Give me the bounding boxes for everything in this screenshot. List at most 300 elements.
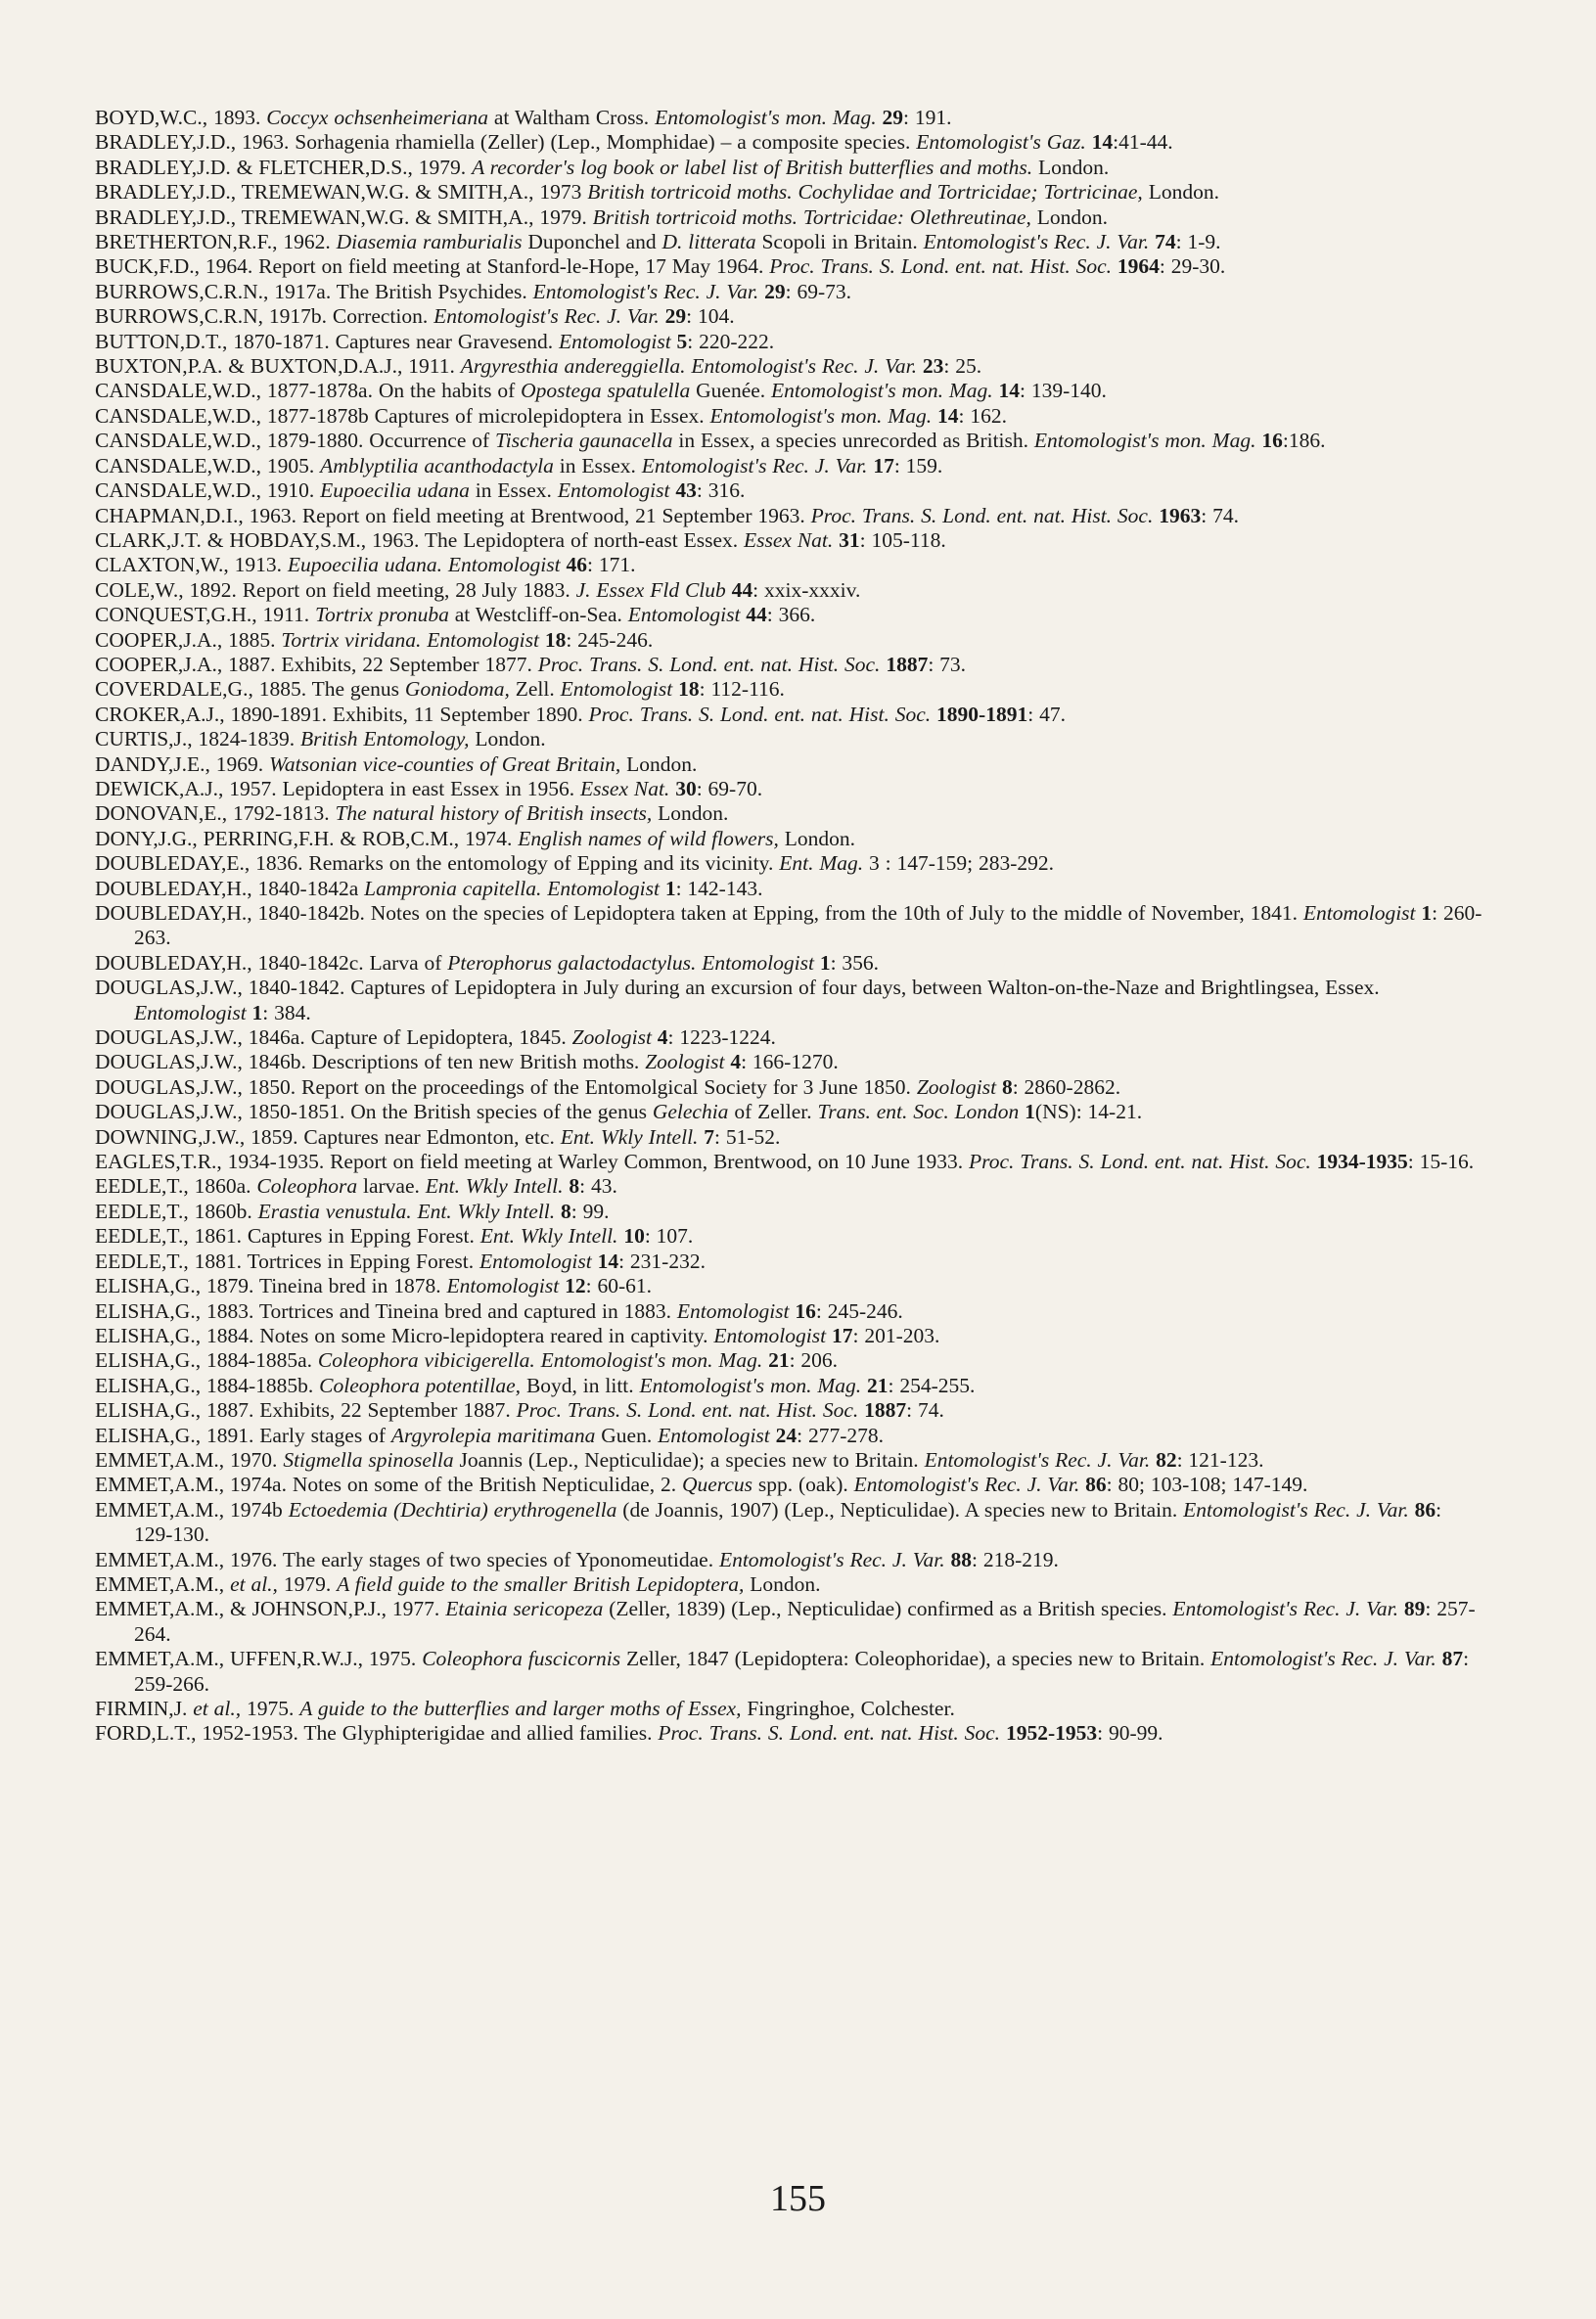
reference-text-segment: (Zeller, 1839) (Lep., Nepticulidae) confirmed as a British species.: [603, 1597, 1173, 1621]
reference-text-segment: 14: [936, 403, 959, 428]
reference-text-segment: : 356.: [830, 950, 880, 975]
reference-text-segment: : 112-116.: [699, 677, 785, 702]
reference-text-segment: 1964: [1117, 254, 1160, 279]
reference-text-segment: ELISHA,G., 1883. Tortrices and Tineina bred and captured in 1883.: [95, 1298, 677, 1323]
reference-text-segment: DOUBLEDAY,E., 1836. Remarks on the entomology of Epping and its vicinity.: [95, 851, 780, 876]
reference-text-segment: Argyresthia andereggiella. Entomologist's Rec. J. Var.: [460, 354, 923, 379]
reference-entry: [95, 478, 1484, 503]
reference-text-segment: Entomologist's Rec. J. Var.: [433, 304, 665, 329]
reference-text-segment: : 162.: [958, 403, 1007, 428]
reference-entry: [95, 1050, 1484, 1074]
reference-text-segment: 21: [768, 1348, 790, 1373]
reference-entry: [95, 504, 1484, 528]
reference-text-segment: Boyd, in litt.: [521, 1373, 640, 1397]
reference-text-segment: 1887: [886, 652, 929, 676]
reference-text-segment: DOUGLAS,J.W., 1850-1851. On the British species of the genus: [95, 1100, 653, 1124]
reference-text-segment: Entomologist: [446, 1274, 566, 1298]
reference-text-segment: 7: [704, 1124, 715, 1149]
reference-text-segment: 29: [664, 304, 687, 329]
reference-text-segment: Coleophora: [256, 1174, 358, 1199]
reference-text-segment: 86: [1414, 1497, 1436, 1522]
reference-text-segment: : xxix-xxxiv.: [752, 577, 861, 602]
reference-text-segment: CANSDALE,W.D., 1877-1878b Captures of microlepidoptera in Essex.: [95, 403, 710, 428]
reference-entry: [95, 254, 1484, 279]
reference-text-segment: : 80; 103-108; 147-149.: [1106, 1473, 1308, 1497]
page-number: 155: [770, 2178, 826, 2219]
reference-text-segment: A guide to the butterflies and larger moths of Essex,: [299, 1697, 742, 1720]
reference-text-segment: 4: [730, 1050, 742, 1074]
reference-text-segment: 12: [565, 1274, 586, 1298]
reference-entry: [95, 1597, 1484, 1647]
reference-text-segment: BRADLEY,J.D., 1963. Sorhagenia rhamiella (Zeller) (Lep., Momphidae) – a composite species.: [95, 130, 917, 155]
reference-entry: [95, 156, 1484, 180]
reference-entry: [95, 752, 1484, 777]
reference-text-segment: Entomologist's Rec. J. Var.: [853, 1473, 1086, 1497]
reference-text-segment: Entomologist's mon. Mag.: [1033, 429, 1262, 453]
reference-text-segment: BRADLEY,J.D. & FLETCHER,D.S., 1979.: [95, 155, 473, 179]
reference-text-segment: (de Joannis, 1907) (Lep., Nepticulidae). A species new to Britain.: [616, 1497, 1184, 1522]
reference-entry: [95, 677, 1484, 702]
reference-text-segment: Proc. Trans. S. Lond. ent. nat. Hist. Soc.: [537, 652, 887, 676]
reference-text-segment: Goniodoma,: [404, 677, 510, 702]
reference-entry: [95, 180, 1484, 205]
reference-text-segment: Guen.: [595, 1423, 659, 1447]
reference-text-segment: : 191.: [903, 106, 952, 129]
reference-entry: [95, 1324, 1484, 1348]
reference-entry: [95, 528, 1484, 553]
reference-entry: [95, 951, 1484, 976]
reference-text-segment: 1963: [1159, 503, 1202, 527]
reference-text-segment: : 245-246.: [815, 1298, 903, 1323]
reference-text-segment: Entomologist's Rec. J. Var.: [1210, 1647, 1442, 1671]
reference-text-segment: 1934-1935: [1316, 1150, 1408, 1174]
reference-text-segment: D. litterata: [661, 230, 756, 254]
reference-text-segment: CONQUEST,G.H., 1911.: [95, 603, 315, 627]
reference-text-segment: 46: [566, 553, 587, 577]
reference-text-segment: : 1-9.: [1175, 230, 1221, 254]
reference-text-segment: Erastia venustula. Ent. Wkly Intell.: [257, 1199, 562, 1223]
reference-text-segment: EMMET,A.M., 1974a. Notes on some of the British Nepticulidae, 2.: [95, 1473, 682, 1497]
reference-text-segment: at Waltham Cross.: [487, 106, 656, 129]
reference-text-segment: Entomologist's mon. Mag.: [771, 379, 999, 403]
reference-text-segment: in Essex.: [553, 453, 642, 477]
reference-entry: [95, 230, 1484, 254]
reference-text-segment: Ectoedemia (Dechtiria) erythrogenella: [288, 1497, 617, 1522]
reference-text-segment: EMMET,A.M., & JOHNSON,P.J., 1977.: [95, 1597, 446, 1621]
reference-text-segment: : 74.: [1201, 503, 1239, 527]
reference-text-segment: Eupoecilia udana. Entomologist: [287, 553, 567, 577]
reference-text-segment: Entomologist: [627, 603, 747, 627]
reference-text-segment: 5: [676, 329, 688, 353]
reference-text-segment: COOPER,J.A., 1887. Exhibits, 22 September 1877.: [95, 652, 538, 676]
reference-text-segment: Amblyptilia acanthodactyla: [320, 453, 554, 477]
reference-entry: [95, 130, 1484, 155]
reference-text-segment: : 260-263.: [134, 901, 1482, 950]
reference-entry: [95, 851, 1484, 876]
reference-entry: [95, 727, 1484, 751]
reference-text-segment: Lampronia capitella. Entomologist: [364, 876, 665, 900]
reference-text-segment: DOUBLEDAY,H., 1840-1842c. Larva of: [95, 950, 448, 975]
reference-text-segment: 1: [819, 950, 831, 975]
reference-entry: [95, 354, 1484, 379]
reference-text-segment: Gelechia: [652, 1100, 729, 1124]
reference-text-segment: : 25.: [943, 354, 982, 379]
reference-text-segment: BRADLEY,J.D., TREMEWAN,W.G. & SMITH,A., 1973: [95, 180, 588, 205]
reference-text-segment: A field guide to the smaller British Lepidoptera,: [337, 1571, 745, 1596]
reference-text-segment: EMMET,A.M., UFFEN,R.W.J., 1975.: [95, 1647, 423, 1671]
reference-text-segment: : 259-266.: [134, 1647, 1470, 1696]
reference-text-segment: Entomologist's Rec. J. Var.: [532, 279, 765, 303]
reference-text-segment: Entomologist: [1302, 901, 1422, 925]
reference-text-segment: Proc. Trans. S. Lond. ent. nat. Hist. Soc.: [810, 503, 1160, 527]
reference-text-segment: Entomologist: [676, 1298, 796, 1323]
reference-entry: [95, 1250, 1484, 1274]
reference-entry: [95, 1498, 1484, 1548]
reference-entry: [95, 1572, 1484, 1597]
reference-text-segment: Zoologist: [571, 1025, 658, 1050]
reference-text-segment: ELISHA,G., 1884-1885a.: [95, 1348, 318, 1373]
reference-text-segment: 1975.: [241, 1697, 300, 1720]
reference-text-segment: Entomologist's Rec. J. Var.: [1172, 1597, 1404, 1621]
reference-text-segment: ELISHA,G., 1884. Notes on some Micro-lepidoptera reared in captivity.: [95, 1323, 714, 1347]
bibliography-list: [95, 106, 1484, 1747]
reference-text-segment: FORD,L.T., 1952-1953. The Glyphipterigidae and allied families.: [95, 1721, 659, 1746]
reference-text-segment: 1887: [864, 1398, 907, 1423]
reference-text-segment: Scopoli in Britain.: [755, 230, 924, 254]
reference-text-segment: J. Essex Fld Club: [575, 577, 732, 602]
reference-entry: [95, 280, 1484, 304]
reference-text-segment: :41-44.: [1113, 130, 1173, 155]
reference-entry: [95, 703, 1484, 727]
reference-text-segment: : 15-16.: [1407, 1150, 1475, 1174]
reference-text-segment: Stigmella spinosella: [283, 1447, 454, 1472]
reference-text-segment: : 104.: [686, 304, 735, 329]
reference-text-segment: CURTIS,J., 1824-1839.: [95, 727, 300, 751]
reference-text-segment: London.: [1032, 155, 1110, 179]
reference-text-segment: Proc. Trans. S. Lond. ent. nat. Hist. Soc.: [969, 1150, 1317, 1174]
reference-text-segment: DOUGLAS,J.W., 1840-1842. Captures of Lepidoptera in July during an excursion of four days, between Walton-on-the-Naze and Brightlingsea, Essex.: [95, 976, 1380, 1000]
reference-text-segment: British tortricoid moths. Tortricidae: Olethreutinae,: [592, 205, 1031, 229]
reference-text-segment: 86: [1085, 1473, 1107, 1497]
reference-text-segment: : 129-130.: [134, 1497, 1442, 1547]
reference-entry: [95, 1398, 1484, 1423]
reference-entry: [95, 1424, 1484, 1448]
reference-entry: [95, 603, 1484, 627]
reference-text-segment: London.: [1142, 180, 1219, 205]
reference-entry: [95, 1200, 1484, 1224]
reference-text-segment: 30: [675, 776, 697, 800]
reference-text-segment: Entomologist: [479, 1249, 598, 1273]
reference-text-segment: 43: [675, 478, 697, 503]
reference-text-segment: Entomologist's Rec. J. Var.: [1183, 1497, 1415, 1522]
reference-text-segment: spp. (oak).: [752, 1473, 854, 1497]
reference-text-segment: Proc. Trans. S. Lond. ent. nat. Hist. Soc.: [588, 702, 937, 726]
reference-text-segment: : 171.: [586, 553, 636, 577]
reference-text-segment: DOWNING,J.W., 1859. Captures near Edmonton, etc.: [95, 1124, 561, 1149]
reference-entry: [95, 1150, 1484, 1174]
reference-text-segment: : 139-140.: [1019, 379, 1107, 403]
reference-text-segment: : 51-52.: [714, 1124, 781, 1149]
reference-entry: [95, 429, 1484, 453]
reference-text-segment: : 1223-1224.: [667, 1025, 776, 1050]
reference-entry: [95, 454, 1484, 478]
reference-text-segment: : 74.: [906, 1398, 944, 1423]
reference-text-segment: 14: [597, 1249, 619, 1273]
reference-text-segment: EEDLE,T., 1861. Captures in Epping Forest.: [95, 1224, 480, 1249]
reference-text-segment: Ent. Wkly Intell.: [479, 1224, 624, 1249]
reference-text-segment: : 245-246.: [566, 627, 654, 652]
reference-text-segment: 16: [795, 1298, 816, 1323]
reference-entry: [95, 379, 1484, 403]
reference-text-segment: 1: [664, 876, 676, 900]
reference-text-segment: 10: [623, 1224, 645, 1249]
reference-entry: [95, 877, 1484, 901]
reference-text-segment: et al.,: [230, 1571, 278, 1596]
reference-text-segment: EMMET,A.M.,: [95, 1571, 231, 1596]
reference-text-segment: DONOVAN,E., 1792-1813.: [95, 801, 336, 826]
reference-text-segment: London.: [1030, 205, 1109, 229]
reference-text-segment: London.: [469, 727, 546, 751]
reference-text-segment: British tortricoid moths. Cochylidae and Tortricidae; Tortricinae,: [587, 180, 1143, 205]
reference-entry: [95, 1274, 1484, 1298]
reference-entry: [95, 1125, 1484, 1150]
reference-text-segment: CANSDALE,W.D., 1879-1880. Occurrence of: [95, 429, 496, 453]
reference-text-segment: CROKER,A.J., 1890-1891. Exhibits, 11 September 1890.: [95, 702, 589, 726]
reference-text-segment: of Zeller.: [728, 1100, 818, 1124]
reference-entry: [95, 1224, 1484, 1249]
reference-text-segment: 17: [831, 1323, 853, 1347]
reference-entry: [95, 404, 1484, 429]
reference-text-segment: EEDLE,T., 1860a.: [95, 1174, 257, 1199]
reference-text-segment: : 105-118.: [859, 527, 946, 552]
reference-text-segment: 8: [1001, 1074, 1013, 1099]
reference-text-segment: A recorder's log book or label list of British butterflies and moths.: [472, 155, 1033, 179]
reference-text-segment: Guenée.: [690, 379, 772, 403]
reference-entry: [95, 827, 1484, 851]
reference-text-segment: : 366.: [766, 603, 816, 627]
reference-text-segment: Entomologist's Rec. J. Var.: [718, 1547, 951, 1571]
reference-entry: [95, 330, 1484, 354]
reference-entry: [95, 1647, 1484, 1697]
reference-text-segment: Opostega spatulella: [521, 379, 691, 403]
reference-text-segment: CANSDALE,W.D., 1910.: [95, 478, 321, 503]
reference-text-segment: 18: [544, 627, 567, 652]
reference-text-segment: : 142-143.: [675, 876, 763, 900]
reference-entry: [95, 304, 1484, 329]
reference-text-segment: 17: [873, 453, 894, 477]
reference-text-segment: BRADLEY,J.D., TREMEWAN,W.G. & SMITH,A., 1979.: [95, 205, 593, 229]
reference-text-segment: BURROWS,C.R.N, 1917b. Correction.: [95, 304, 434, 329]
reference-text-segment: Coleophora vibicigerella. Entomologist's mon. Mag.: [317, 1348, 769, 1373]
reference-text-segment: 29: [882, 106, 904, 129]
reference-text-segment: BUCK,F.D., 1964. Report on field meeting at Stanford-le-Hope, 17 May 1964.: [95, 254, 770, 279]
reference-entry: [95, 1374, 1484, 1398]
reference-text-segment: Argyrolepia maritimana: [390, 1423, 596, 1447]
reference-text-segment: 14: [998, 379, 1020, 403]
reference-text-segment: : 99.: [570, 1199, 610, 1223]
reference-text-segment: Ent. Wkly Intell.: [425, 1174, 570, 1199]
reference-entry: [95, 1448, 1484, 1473]
reference-text-segment: Tortrix pronuba: [314, 603, 449, 627]
reference-text-segment: ELISHA,G., 1884-1885b.: [95, 1373, 320, 1397]
reference-text-segment: Ent. Mag.: [779, 851, 870, 876]
reference-text-segment: EEDLE,T., 1881. Tortrices in Epping Forest.: [95, 1249, 480, 1273]
reference-text-segment: EMMET,A.M., 1976. The early stages of two species of Yponomeutidae.: [95, 1547, 719, 1571]
reference-text-segment: Proc. Trans. S. Lond. ent. nat. Hist. Soc.: [516, 1398, 865, 1423]
reference-text-segment: 8: [569, 1174, 580, 1199]
reference-entry: [95, 976, 1484, 1025]
reference-text-segment: BOYD,W.C., 1893.: [95, 106, 267, 129]
reference-text-segment: English names of wild flowers,: [518, 826, 779, 850]
reference-text-segment: Eupoecilia udana: [320, 478, 470, 503]
reference-text-segment: at Westcliff-on-Sea.: [448, 603, 628, 627]
reference-entry: [95, 1721, 1484, 1746]
reference-text-segment: Entomologist: [134, 1000, 252, 1024]
reference-text-segment: :186.: [1282, 429, 1326, 453]
reference-text-segment: Coleophora potentillae,: [319, 1373, 522, 1397]
reference-text-segment: 1: [1025, 1100, 1035, 1124]
reference-text-segment: BRETHERTON,R.F., 1962.: [95, 230, 337, 254]
reference-text-segment: 74: [1155, 230, 1176, 254]
reference-text-segment: British Entomology,: [299, 727, 470, 751]
reference-text-segment: 16: [1261, 429, 1283, 453]
reference-text-segment: Pterophorus galactodactylus. Entomologist: [447, 950, 820, 975]
reference-entry: [95, 801, 1484, 826]
reference-text-segment: Diasemia ramburialis: [336, 230, 523, 254]
reference-text-segment: 8: [561, 1199, 571, 1223]
reference-text-segment: DANDY,J.E., 1969.: [95, 751, 269, 776]
reference-text-segment: Entomologist: [557, 478, 676, 503]
reference-text-segment: DOUBLEDAY,H., 1840-1842a: [95, 876, 365, 900]
reference-text-segment: CHAPMAN,D.I., 1963. Report on field meeting at Brentwood, 21 September 1963.: [95, 503, 811, 527]
reference-text-segment: Zoologist: [645, 1050, 731, 1074]
reference-text-segment: CANSDALE,W.D., 1905.: [95, 453, 321, 477]
reference-text-segment: : 2860-2862.: [1012, 1074, 1121, 1099]
reference-text-segment: 21: [866, 1373, 889, 1397]
reference-text-segment: BURROWS,C.R.N., 1917a. The British Psychides.: [95, 279, 533, 303]
reference-text-segment: COLE,W., 1892. Report on field meeting, 28 July 1883.: [95, 577, 576, 602]
reference-text-segment: Trans. ent. Soc. London: [817, 1100, 1026, 1124]
reference-text-segment: EMMET,A.M., 1970.: [95, 1447, 284, 1472]
reference-text-segment: : 69-70.: [696, 776, 763, 800]
reference-text-segment: Tortrix viridana. Entomologist: [281, 627, 545, 652]
reference-text-segment: Entomologist: [713, 1323, 832, 1347]
reference-text-segment: : 121-123.: [1176, 1447, 1264, 1472]
reference-entry: [95, 1348, 1484, 1373]
reference-text-segment: Proc. Trans. S. Lond. ent. nat. Hist. Soc.: [658, 1721, 1006, 1746]
reference-text-segment: : 47.: [1027, 702, 1066, 726]
reference-text-segment: : 231-232.: [618, 1249, 706, 1273]
reference-text-segment: Zoologist: [916, 1074, 1002, 1099]
reference-text-segment: Zeller, 1847 (Lepidoptera: Coleophoridae), a species new to Britain.: [620, 1647, 1211, 1671]
reference-text-segment: DOUGLAS,J.W., 1846b. Descriptions of ten new British moths.: [95, 1050, 646, 1074]
reference-text-segment: London.: [744, 1571, 821, 1596]
reference-text-segment: COOPER,J.A., 1885.: [95, 627, 282, 652]
reference-text-segment: London.: [778, 826, 855, 850]
reference-text-segment: : 107.: [644, 1224, 694, 1249]
reference-entry: [95, 1473, 1484, 1497]
reference-text-segment: 88: [950, 1547, 972, 1571]
reference-text-segment: : 201-203.: [852, 1323, 940, 1347]
reference-text-segment: Essex Nat.: [744, 527, 840, 552]
reference-text-segment: FIRMIN,J.: [95, 1697, 194, 1720]
reference-text-segment: in Essex.: [469, 478, 558, 503]
reference-text-segment: Entomologist's Rec. J. Var.: [924, 1447, 1157, 1472]
reference-text-segment: : 29-30.: [1159, 254, 1226, 279]
reference-text-segment: : 254-255.: [888, 1373, 976, 1397]
reference-text-segment: : 166-1270.: [741, 1050, 839, 1074]
reference-text-segment: : 73.: [928, 652, 967, 676]
reference-text-segment: Joannis (Lep., Nepticulidae); a species new to Britain.: [453, 1447, 925, 1472]
reference-entry: [95, 1100, 1484, 1124]
reference-text-segment: Coleophora fuscicornis: [422, 1647, 621, 1671]
reference-text-segment: 4: [657, 1025, 668, 1050]
reference-text-segment: London.: [620, 751, 698, 776]
reference-text-segment: Quercus: [681, 1473, 753, 1497]
reference-entry: [95, 578, 1484, 603]
reference-text-segment: 18: [678, 677, 700, 702]
reference-text-segment: Entomologist: [658, 1423, 776, 1447]
reference-text-segment: 1890-1891: [936, 702, 1028, 726]
reference-text-segment: Zell.: [509, 677, 561, 702]
reference-text-segment: EEDLE,T., 1860b.: [95, 1199, 258, 1223]
reference-text-segment: ELISHA,G., 1879. Tineina bred in 1878.: [95, 1274, 447, 1298]
reference-text-segment: Tischeria gaunacella: [495, 429, 673, 453]
reference-text-segment: Entomologist's Rec. J. Var.: [641, 453, 874, 477]
reference-text-segment: 1: [1421, 901, 1433, 925]
reference-text-segment: 87: [1441, 1647, 1464, 1671]
reference-text-segment: DOUGLAS,J.W., 1846a. Capture of Lepidoptera, 1845.: [95, 1025, 572, 1050]
reference-text-segment: DEWICK,A.J., 1957. Lepidoptera in east Essex in 1956.: [95, 776, 581, 800]
reference-text-segment: ELISHA,G., 1887. Exhibits, 22 September 1887.: [95, 1398, 517, 1423]
reference-text-segment: : 218-219.: [971, 1547, 1059, 1571]
reference-entry: [95, 1548, 1484, 1572]
reference-text-segment: The natural history of British insects,: [335, 801, 653, 826]
reference-text-segment: 44: [746, 603, 767, 627]
reference-entry: [95, 1697, 1484, 1721]
reference-text-segment: : 257-264.: [134, 1597, 1476, 1646]
reference-text-segment: Watsonian vice-counties of Great Britain,: [269, 751, 621, 776]
reference-text-segment: Entomologist's mon. Mag.: [655, 106, 883, 129]
reference-text-segment: Entomologist: [559, 329, 677, 353]
reference-text-segment: EMMET,A.M., 1974b: [95, 1497, 289, 1522]
reference-text-segment: 1: [251, 1000, 263, 1024]
reference-entry: [95, 628, 1484, 653]
reference-text-segment: EAGLES,T.R., 1934-1935. Report on field meeting at Warley Common, Brentwood, on 10 June 1933.: [95, 1150, 970, 1174]
reference-entry: [95, 1299, 1484, 1324]
reference-text-segment: DOUGLAS,J.W., 1850. Report on the proceedings of the Entomolgical Society for 3 June 1850.: [95, 1074, 917, 1099]
reference-text-segment: 23: [922, 354, 944, 379]
reference-text-segment: : 43.: [579, 1174, 617, 1199]
reference-text-segment: DOUBLEDAY,H., 1840-1842b. Notes on the species of Lepidoptera taken at Epping, from the 10th of July to the middle of November, 1841.: [95, 901, 1303, 925]
reference-text-segment: : 159.: [893, 453, 943, 477]
reference-entry: [95, 901, 1484, 951]
reference-text-segment: CLAXTON,W., 1913.: [95, 553, 288, 577]
reference-text-segment: in Essex, a species unrecorded as British.: [672, 429, 1034, 453]
reference-entry: [95, 777, 1484, 801]
reference-text-segment: : 90-99.: [1097, 1721, 1163, 1746]
reference-text-segment: Entomologist's mon. Mag.: [639, 1373, 867, 1397]
reference-entry: [95, 553, 1484, 577]
reference-entry: [95, 653, 1484, 677]
reference-text-segment: Etainia sericopeza: [445, 1597, 604, 1621]
reference-text-segment: Entomologist's Rec. J. Var.: [923, 230, 1156, 254]
reference-text-segment: 24: [775, 1423, 798, 1447]
reference-text-segment: CLARK,J.T. & HOBDAY,S.M., 1963. The Lepidoptera of north-east Essex.: [95, 527, 744, 552]
reference-text-segment: DONY,J.G., PERRING,F.H. & ROB,C.M., 1974.: [95, 826, 519, 850]
reference-text-segment: : 384.: [262, 1000, 311, 1024]
reference-text-segment: BUXTON,P.A. & BUXTON,D.A.J., 1911.: [95, 354, 461, 379]
